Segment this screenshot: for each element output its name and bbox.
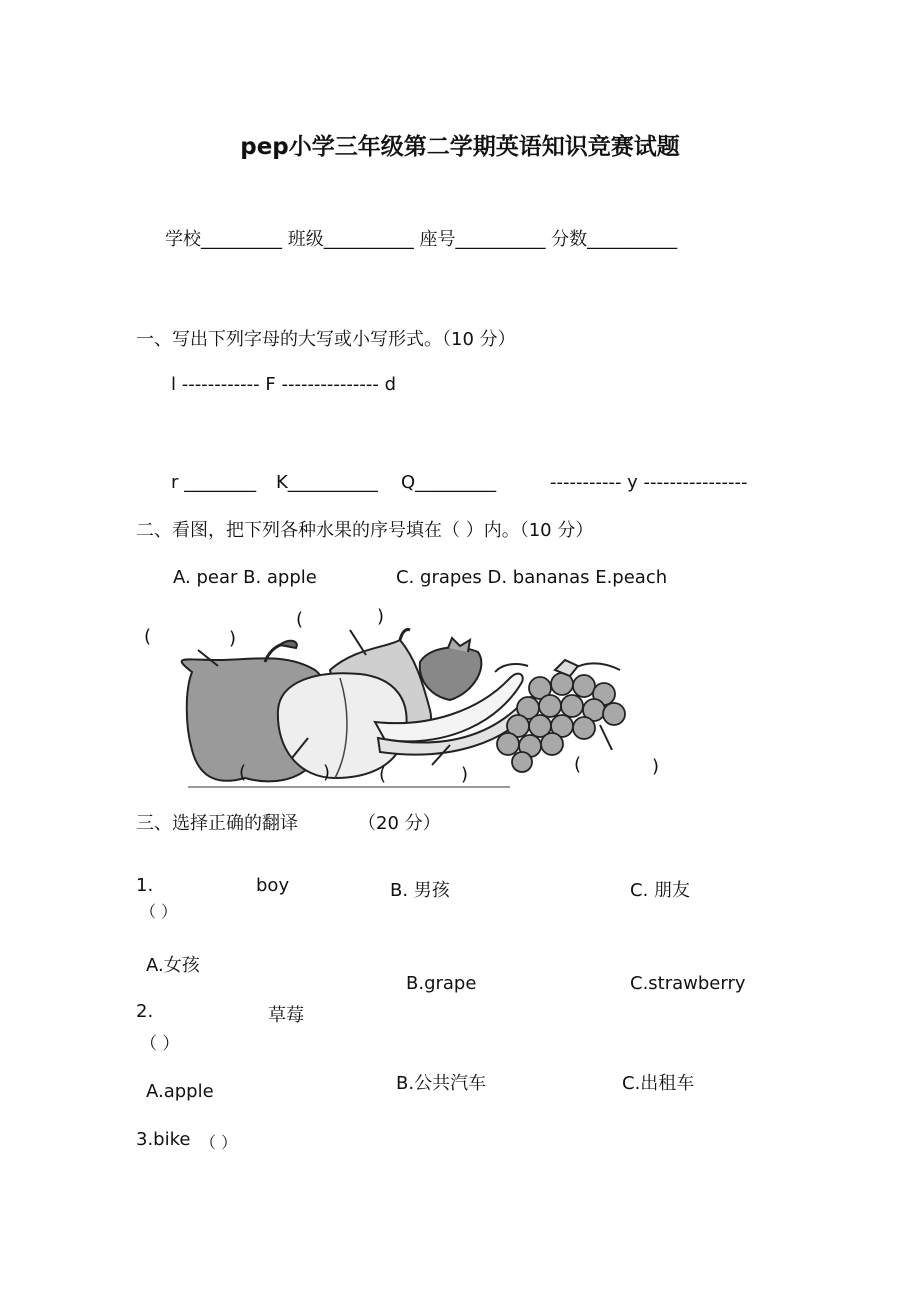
blank-close-paren: )	[652, 756, 660, 777]
q3-option-b: B.公共汽车	[396, 1073, 487, 1094]
blank-open-paren: (	[296, 609, 304, 630]
strawberry-shape	[420, 647, 482, 700]
page-title: pep小学三年级第二学期英语知识竞赛试题	[240, 134, 680, 160]
letters-row-2-r: r ________	[171, 472, 257, 493]
fruit-options-right: C. grapes D. bananas E.peach	[396, 567, 668, 588]
q1-number: 1.	[136, 875, 154, 896]
q1-word: boy	[256, 875, 290, 896]
fruit-illustration	[130, 600, 690, 795]
q3-word: 3.bike	[136, 1129, 191, 1150]
blank-close-paren: )	[229, 628, 237, 649]
fruit-options-left: A. pear B. apple	[173, 567, 317, 588]
q2-number: 2.	[136, 1001, 154, 1022]
blank-close-paren: )	[461, 764, 469, 785]
q2-option-a: A.apple	[146, 1081, 214, 1102]
blank-close-paren: )	[323, 762, 331, 783]
q2-word: 草莓	[268, 1005, 304, 1026]
section3-points: （20 分）	[358, 813, 441, 834]
letters-row-2-q: Q_________	[401, 472, 497, 493]
q3-option-c: C.出租车	[622, 1073, 695, 1094]
blank-open-paren: (	[574, 754, 582, 775]
q1-option-c: C. 朋友	[630, 880, 691, 901]
blank-close-paren: )	[377, 606, 385, 627]
q2-option-b: B.grape	[406, 973, 477, 994]
blank-open-paren: (	[239, 762, 247, 783]
q2-option-c: C.strawberry	[630, 973, 746, 994]
q1-option-b: B. 男孩	[390, 880, 450, 901]
q2-answer-blank: （ ）	[140, 1034, 180, 1054]
fruit-drawing	[130, 600, 690, 795]
blank-open-paren: (	[379, 764, 387, 785]
q3-answer-blank: （ ）	[200, 1133, 238, 1152]
letters-row-2-y: ----------- y ----------------	[550, 472, 748, 493]
section2-heading: 二、看图，把下列各种水果的序号填在（ ）内。（10 分）	[136, 520, 594, 541]
blank-open-paren: (	[144, 626, 152, 647]
q1-option-a: A.女孩	[146, 955, 200, 976]
letters-row-2-k: K__________	[276, 472, 378, 493]
q1-answer-blank: （ ）	[140, 902, 178, 921]
section1-heading: 一、写出下列字母的大写或小写形式。（10 分）	[136, 329, 516, 350]
letters-row-1: l ------------ F --------------- d	[171, 374, 397, 395]
section3-heading: 三、选择正确的翻译	[136, 813, 298, 834]
student-info-line: 学校_________ 班级__________ 座号__________ 分数__________	[165, 229, 678, 250]
